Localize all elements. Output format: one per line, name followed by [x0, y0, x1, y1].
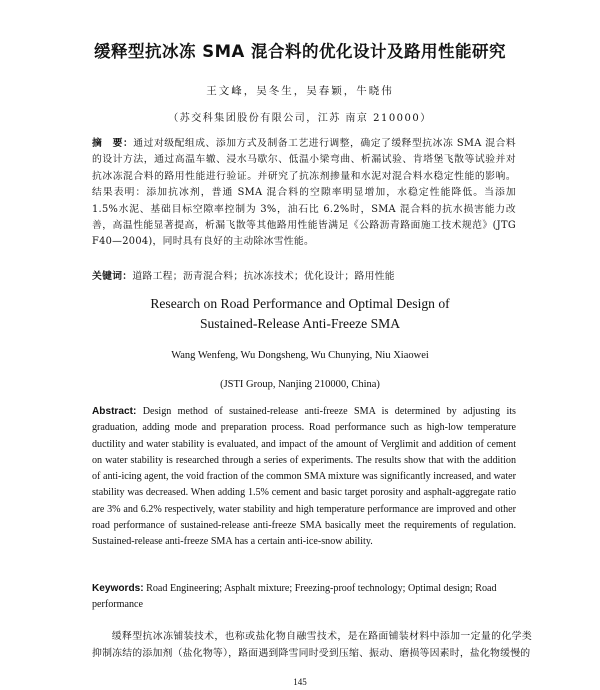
chinese-affiliation: （苏交科集团股份有限公司，江苏 南京 210000）	[168, 113, 432, 124]
english-title-line-1: Research on Road Performance and Optimal Design of	[150, 296, 450, 311]
chinese-abstract	[92, 136, 516, 251]
english-authors: Wang Wenfeng, Wu Dongsheng, Wu Chunying, Niu Xiaowei	[171, 350, 429, 361]
chinese-keywords	[92, 268, 516, 282]
english-affiliation: (JSTI Group, Nanjing 210000, China)	[220, 379, 380, 390]
english-keywords-label: Keywords:	[92, 583, 144, 594]
body-paragraph: 缓释型抗冰冻铺装技术，也称或盐化物自融雪技术，是在路面铺装材料中添加一定量的化学类抑制冻结的添加剂（盐化物等），路面遇到降雪同时受到压缩、振动、磨损等因素时，盐化物缓慢的	[92, 631, 532, 659]
chinese-abstract-text: 通过对级配组成、添加方式及制备工艺进行调整，确定了缓释型抗冰冻 SMA 混合料的设计方法，通过高温车辙、浸水马歇尔、低温小梁弯曲、析漏试验、肯塔堡飞散等试验并对抗冰冻混合料的路用性能进行验证。并研究了抗冻剂掺量和水泥对混合料水稳定性能的影响。结果表明：添加抗冰剂，普通 SMA 混合料的空隙率明显增加，水稳定性能降低。当添加 1.5%水泥、基础目标空隙率控制为 3%，油石比 6.2%时，SMA 混合料的抗水损害能力改善，高温性能显著提高，析漏飞散等其他路用性能皆满足《公路沥青路面施工技术规范》(JTG F40—2004)，同时具有良好的主动除冰雪性能。	[92, 138, 517, 248]
english-abstract	[92, 404, 516, 551]
english-abstract-text: Design method of sustained-release anti-freeze SMA is determined by adjusting its graduation, adding mode and preparation process. Road performance such as high-low temperature ductility and water stability is evaluated, and impact of the amount of Verglimit and addition of cement on water stability is researched through a series of experiments. The results show that with the addition of anti-icing agent, the void fraction of the common SMA mixture was significantly increased, and water stability was decreased. When adding 1.5% cement and basic target porosity and asphalt-aggregate ratio are 3% and 6.2% respectively, water stability and high temperature performance are improved and other road performance of sustained-release anti-freeze SMA basically meet the requirements of regulation. Sustained-release anti-freeze SMA has a certain anti-ice-snow ability.	[92, 406, 516, 548]
english-keywords-text: Road Engineering; Asphalt mixture; Freezing-proof technology; Optimal design; Road performance	[92, 583, 497, 611]
english-abstract-label: Abstract:	[92, 406, 137, 417]
english-keywords	[92, 581, 516, 614]
chinese-abstract-label: 摘 要：	[92, 138, 134, 149]
chinese-keywords-text: 道路工程；沥青混合料；抗冰冻技术；优化设计；路用性能	[132, 271, 395, 282]
english-title	[60, 294, 540, 334]
page-number: 145	[293, 677, 307, 687]
chinese-authors: 王文峰，吴冬生，吴春颖，牛晓伟	[206, 85, 394, 97]
chinese-title: 缓释型抗冰冻 SMA 混合料的优化设计及路用性能研究	[93, 42, 507, 61]
english-title-line-2: Sustained-Release Anti-Freeze SMA	[199, 316, 401, 331]
chinese-keywords-label: 关键词：	[92, 271, 133, 282]
